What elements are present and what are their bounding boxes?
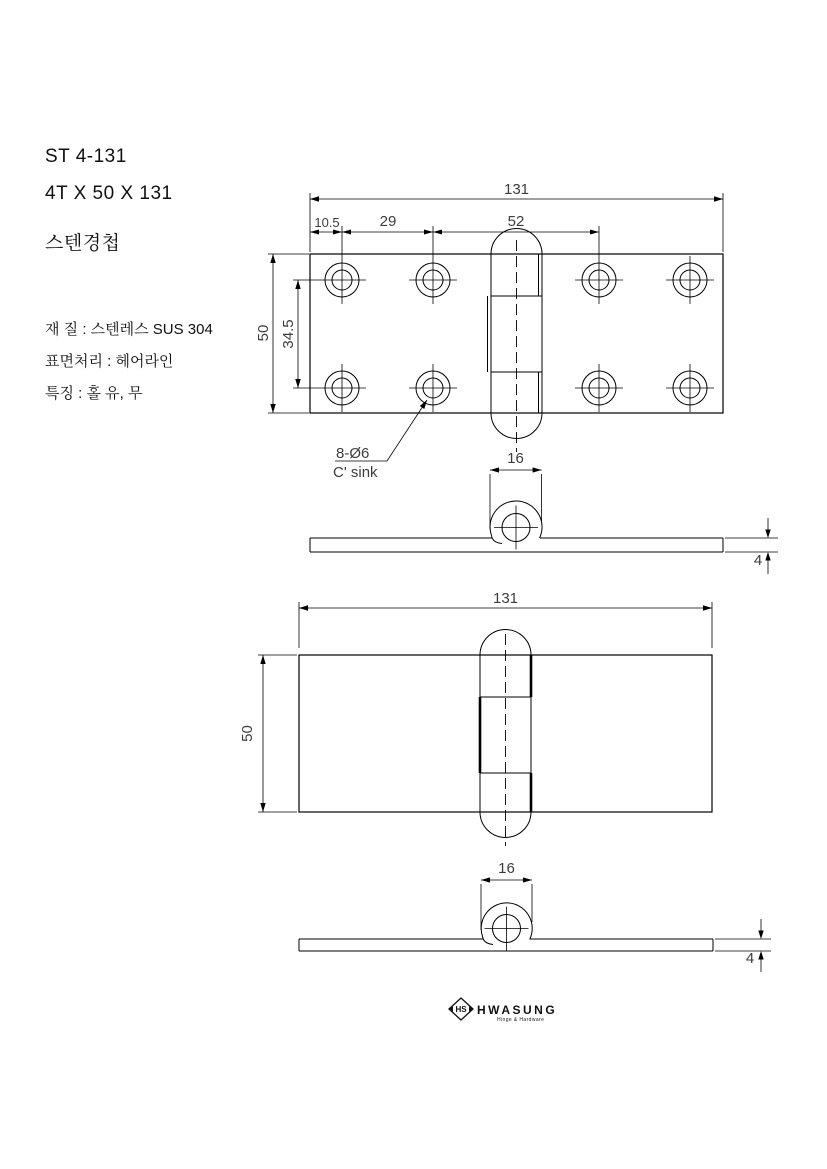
dim-label-52: 52 [507,213,525,230]
dim-thickness [725,518,778,574]
dim-label-131: 131 [503,181,530,198]
model-number: ST 4-131 [45,146,127,167]
dim-label-50: 50 [239,725,256,742]
plan-view [255,181,723,481]
dim-label-16: 16 [507,450,524,467]
logo-subtext: Hinge & Hardware [497,1017,545,1023]
knuckle-curl [481,903,532,951]
callout-hole-spec: 8-Ø6 [336,445,370,462]
callout-csink: C' sink [333,464,378,481]
front-view [239,590,712,846]
dim-height [239,655,297,812]
dim-label-29: 29 [379,213,397,230]
side-view-top [310,450,778,574]
hole-callout [333,400,427,481]
side-view-bottom [299,860,771,972]
knuckle-front [480,630,531,847]
leaf-bar [310,538,723,552]
logo-mark-text: HS [455,1005,467,1014]
dim-label-4: 4 [753,552,763,569]
dim-thickness [715,919,771,972]
hwasung-logo [449,998,557,1023]
dim-hole-row-pitch [280,280,318,388]
dim-label-34-5: 34.5 [280,319,297,349]
knuckle-curl [490,501,542,549]
countersunk-holes [318,256,714,412]
product-name: 스텐경첩 [45,233,121,254]
dim-label-50: 50 [255,324,272,342]
dim-label-10-5: 10.5 [314,215,340,230]
dim-label-131: 131 [492,590,519,607]
leaf-bar [299,939,713,951]
size-spec: 4T X 50 X 131 [45,183,173,204]
spec-surface: 표면처리 : 헤어라인 [45,353,174,370]
spec-feature: 특징 : 홀 유, 무 [45,385,143,402]
dim-label-16: 16 [498,860,515,877]
spec-material: 재 질 : 스텐레스 SUS 304 [45,321,213,338]
dim-hole-positions [310,213,599,256]
dim-label-4: 4 [745,950,755,967]
knuckle-plan [488,229,543,452]
logo-wordmark: HWASUNG [477,1003,558,1017]
